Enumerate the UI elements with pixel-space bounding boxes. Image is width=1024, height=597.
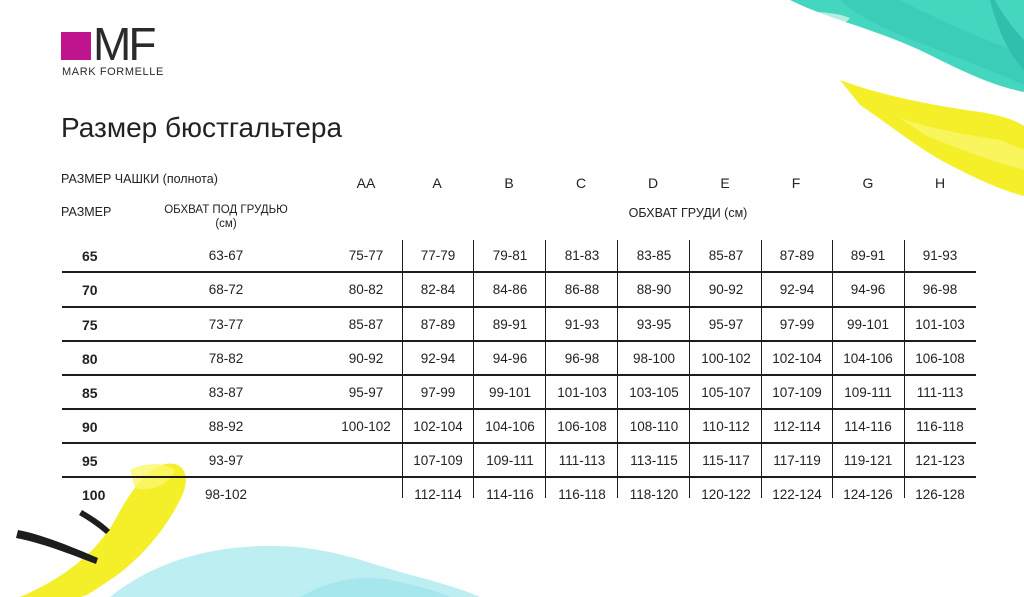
bust-cell-b: 79-81 — [492, 248, 528, 263]
bust-cell-aa: 90-92 — [348, 351, 384, 366]
row-divider — [62, 476, 976, 478]
bust-cell-h: 111-113 — [916, 385, 964, 400]
underbust-cell: 78-82 — [208, 351, 244, 366]
bust-cell-b: 114-116 — [486, 487, 534, 502]
table-row — [0, 410, 1024, 444]
bust-cell-a: 92-94 — [420, 351, 456, 366]
bust-cell-a: 102-104 — [413, 419, 463, 434]
column-divider — [402, 240, 403, 498]
table-row — [0, 273, 1024, 307]
bust-cell-f: 112-114 — [773, 419, 821, 434]
bust-cell-f: 122-124 — [772, 487, 822, 502]
logo-mark-text: MF — [93, 18, 154, 70]
bust-cell-f: 117-119 — [773, 453, 821, 468]
column-divider — [761, 240, 762, 498]
table-row — [0, 342, 1024, 376]
dark-brush-mark — [16, 530, 98, 564]
size-column-header: РАЗМЕР — [61, 205, 112, 219]
column-divider — [545, 240, 546, 498]
bust-cell-b: 89-91 — [492, 317, 528, 332]
bust-cell-a: 107-109 — [413, 453, 463, 468]
table-row — [0, 376, 1024, 410]
bust-cell-aa: 75-77 — [348, 248, 384, 263]
bust-cell-b: 109-111 — [486, 453, 534, 468]
underbust-cell: 73-77 — [208, 317, 244, 332]
underbust-cell: 83-87 — [208, 385, 244, 400]
bust-cell-f: 87-89 — [779, 248, 815, 263]
bust-cell-aa: 80-82 — [348, 282, 384, 297]
logo-brand-name: MARK FORMELLE — [62, 66, 164, 78]
bust-cell-g: 124-126 — [843, 487, 893, 502]
bust-cell-e: 120-122 — [701, 487, 751, 502]
bust-cell-a: 112-114 — [414, 487, 462, 502]
bust-cell-c: 101-103 — [557, 385, 607, 400]
row-divider — [62, 340, 976, 342]
bust-cell-g: 94-96 — [850, 282, 886, 297]
bust-cell-e: 85-87 — [708, 248, 744, 263]
column-divider — [904, 240, 905, 498]
bust-cell-d: 108-110 — [629, 419, 679, 434]
bust-cell-aa: 95-97 — [348, 385, 384, 400]
bust-cell-h: 121-123 — [915, 453, 965, 468]
bust-cell-f: 102-104 — [772, 351, 822, 366]
bust-cell-c: 86-88 — [564, 282, 600, 297]
cup-header-e: E — [720, 175, 730, 191]
underbust-cell: 63-67 — [208, 248, 244, 263]
bust-cell-d: 103-105 — [629, 385, 679, 400]
dark-brush-mark — [79, 510, 110, 534]
bust-cell-e: 95-97 — [708, 317, 744, 332]
underbust-cell: 68-72 — [208, 282, 244, 297]
underbust-column-header: ОБХВАТ ПОД ГРУДЬЮ (см) — [164, 204, 288, 230]
bust-cell-c: 111-113 — [558, 453, 606, 468]
bust-cell-f: 107-109 — [772, 385, 822, 400]
bust-cell-b: 94-96 — [492, 351, 528, 366]
band-size-cell: 65 — [82, 248, 98, 264]
bust-cell-a: 82-84 — [420, 282, 456, 297]
bust-cell-c: 91-93 — [564, 317, 600, 332]
cup-header-a: A — [432, 175, 442, 191]
underbust-cell: 98-102 — [204, 487, 248, 502]
table-row — [0, 239, 1024, 273]
bust-cell-c: 106-108 — [557, 419, 607, 434]
bust-cell-d: 98-100 — [632, 351, 676, 366]
bust-cell-a: 97-99 — [420, 385, 456, 400]
row-divider — [62, 271, 976, 273]
bust-cell-c: 116-118 — [558, 487, 606, 502]
cup-header-aa: AA — [356, 175, 376, 191]
bust-cell-g: 109-111 — [844, 385, 892, 400]
cup-header-g: G — [862, 175, 874, 191]
bust-cell-e: 90-92 — [708, 282, 744, 297]
table-row — [0, 308, 1024, 342]
bust-cell-b: 104-106 — [485, 419, 535, 434]
bust-cell-d: 118-120 — [629, 487, 679, 502]
column-divider — [689, 240, 690, 498]
bust-cell-c: 81-83 — [564, 248, 600, 263]
cup-header-f: F — [791, 175, 801, 191]
logo-square — [61, 32, 91, 60]
band-size-cell: 90 — [82, 419, 98, 435]
band-size-cell: 75 — [82, 317, 98, 333]
bust-cell-f: 92-94 — [779, 282, 815, 297]
bust-cell-e: 105-107 — [701, 385, 751, 400]
bust-cell-e: 110-112 — [702, 419, 750, 434]
column-divider — [832, 240, 833, 498]
band-size-cell: 100 — [82, 487, 106, 503]
underbust-cell: 88-92 — [208, 419, 244, 434]
bust-cell-h: 96-98 — [922, 282, 958, 297]
bust-cell-b: 99-101 — [488, 385, 532, 400]
bust-cell-e: 100-102 — [701, 351, 751, 366]
cup-size-label: РАЗМЕР ЧАШКИ (полнота) — [61, 172, 218, 186]
bust-cell-a: 87-89 — [420, 317, 456, 332]
bust-cell-e: 115-117 — [702, 453, 750, 468]
bust-cell-h: 101-103 — [915, 317, 965, 332]
bust-cell-g: 99-101 — [846, 317, 890, 332]
bust-cell-c: 96-98 — [564, 351, 600, 366]
bust-cell-d: 88-90 — [636, 282, 672, 297]
row-divider — [62, 306, 976, 308]
cup-header-b: B — [504, 175, 514, 191]
bust-cell-h: 126-128 — [915, 487, 965, 502]
bust-cell-h: 91-93 — [922, 248, 958, 263]
band-size-cell: 85 — [82, 385, 98, 401]
bust-cell-aa: 100-102 — [341, 419, 391, 434]
cup-header-c: C — [575, 175, 587, 191]
cup-header-d: D — [647, 175, 659, 191]
bust-cell-aa — [330, 478, 402, 512]
table-row — [0, 444, 1024, 478]
underbust-cell: 93-97 — [208, 453, 244, 468]
bust-cell-h: 106-108 — [915, 351, 965, 366]
bust-cell-g: 114-116 — [844, 419, 892, 434]
bust-cell-f: 97-99 — [779, 317, 815, 332]
bust-cell-d: 113-115 — [630, 453, 678, 468]
bust-cell-g: 119-121 — [843, 453, 893, 468]
bust-cell-aa: 85-87 — [348, 317, 384, 332]
table-row — [0, 478, 1024, 512]
bust-cell-a: 77-79 — [420, 248, 456, 263]
band-size-cell: 70 — [82, 282, 98, 298]
column-divider — [617, 240, 618, 498]
page-title: Размер бюстгальтера — [61, 112, 343, 143]
bust-cell-b: 84-86 — [492, 282, 528, 297]
row-divider — [62, 442, 976, 444]
bust-cell-d: 93-95 — [636, 317, 672, 332]
bust-cell-g: 104-106 — [843, 351, 893, 366]
bust-cell-g: 89-91 — [850, 248, 886, 263]
bust-group-header: ОБХВАТ ГРУДИ (см) — [628, 206, 748, 220]
bust-cell-aa — [330, 444, 402, 478]
bust-cell-d: 83-85 — [636, 248, 672, 263]
band-size-cell: 80 — [82, 351, 98, 367]
column-divider — [473, 240, 474, 498]
cup-header-h: H — [934, 175, 946, 191]
row-divider — [62, 408, 976, 410]
band-size-cell: 95 — [82, 453, 98, 469]
bust-cell-h: 116-118 — [916, 419, 964, 434]
row-divider — [62, 374, 976, 376]
